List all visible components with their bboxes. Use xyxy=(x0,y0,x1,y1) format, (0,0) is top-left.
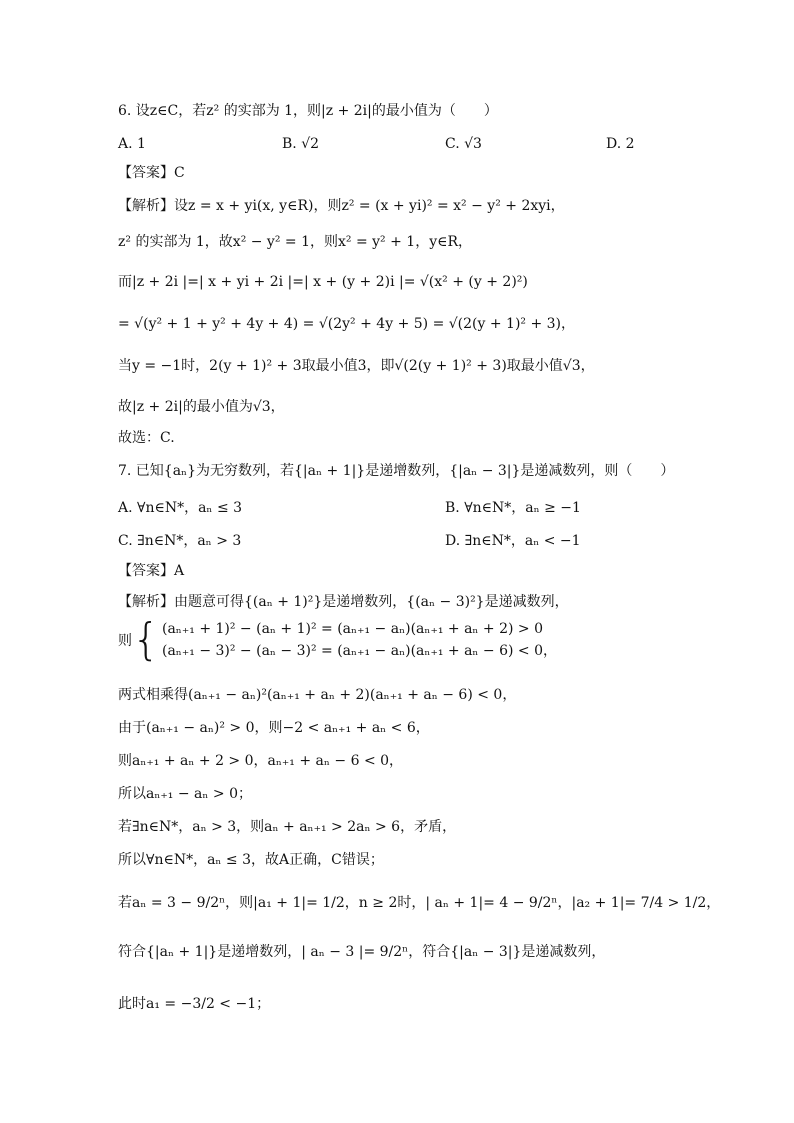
q6-solution-line: z² 的实部为 1，故x² − y² = 1，则x² = y² + 1，y∈R， xyxy=(118,234,473,250)
q7-answer: 【答案】A xyxy=(118,563,185,579)
q6-solution-line: 故|z + 2i|的最小值为√3， xyxy=(118,399,285,415)
q7-system-prefix: 则 xyxy=(118,633,132,649)
q7-solution-line: 则aₙ₊₁ + aₙ + 2 > 0，aₙ₊₁ + aₙ − 6 < 0， xyxy=(118,753,404,769)
q7-solution-intro: 【解析】由题意可得{(aₙ + 1)²}是递增数列，{(aₙ − 3)²}是递减数列， xyxy=(118,594,569,610)
left-brace: { xyxy=(132,614,160,665)
q7-solution-line: 两式相乘得(aₙ₊₁ − aₙ)²(aₙ₊₁ + aₙ + 2)(aₙ₊₁ + aₙ − 6) < 0， xyxy=(118,687,517,703)
q7-solution-line: 所以∀n∈N*，aₙ ≤ 3，故A正确，C错误； xyxy=(118,852,384,868)
q6-option-d: D. 2 xyxy=(606,136,635,152)
q6-solution-line: 而|z + 2i |=| x + yi + 2i |=| x + (y + 2)i |= √(x² + (y + 2)²) xyxy=(118,274,528,290)
q6-option-b: B. √2 xyxy=(282,136,320,152)
q7-stem: 7. 已知{aₙ}为无穷数列，若{|aₙ + 1|}是递增数列，{|aₙ − 3|}是递减数列，则（ ） xyxy=(118,463,675,479)
q7-option-d: D. ∃n∈N*，aₙ < −1 xyxy=(445,533,581,549)
q7-solution-line: 若aₙ = 3 − 9/2ⁿ，则|a₁ + 1|= 1/2，n ≥ 2时，| aₙ + 1|= 4 − 9/2ⁿ，|a₂ + 1|= 7/4 > 1/2， xyxy=(118,895,721,911)
q7-solution-line: 符合{|aₙ + 1|}是递增数列，| aₙ − 3 |= 9/2ⁿ，符合{|aₙ − 3|}是递减数列， xyxy=(118,944,606,960)
q7-option-a: A. ∀n∈N*，aₙ ≤ 3 xyxy=(118,500,243,516)
q6-stem: 6. 设z∈C，若z² 的实部为 1，则|z + 2i|的最小值为（ ） xyxy=(118,103,498,119)
q7-system-lines xyxy=(162,618,557,662)
q7-solution-line: 由于(aₙ₊₁ − aₙ)² > 0，则−2 < aₙ₊₁ + aₙ < 6， xyxy=(118,720,430,736)
q7-system-line: (aₙ₊₁ + 1)² − (aₙ + 1)² = (aₙ₊₁ − aₙ)(aₙ₊₁ + aₙ + 2) > 0 xyxy=(162,621,544,637)
q6-answer: 【答案】C xyxy=(118,165,185,181)
q7-option-b: B. ∀n∈N*，aₙ ≥ −1 xyxy=(445,500,581,516)
q7-option-c: C. ∃n∈N*，aₙ > 3 xyxy=(118,533,242,549)
q6-option-c: C. √3 xyxy=(445,136,482,152)
q7-equation-system xyxy=(118,614,558,665)
q7-solution-line: 若∃n∈N*，aₙ > 3，则aₙ + aₙ₊₁ > 2aₙ > 6，矛盾， xyxy=(118,819,457,835)
q6-solution-line: 故选：C. xyxy=(118,430,175,446)
q6-option-a: A. 1 xyxy=(118,136,146,152)
q7-solution-line: 此时a₁ = −3/2 < −1； xyxy=(118,996,271,1012)
q6-solution-line: 当y = −1时，2(y + 1)² + 3取最小值3，即√(2(y + 1)² + 3)取最小值√3， xyxy=(118,358,595,374)
q6-solution-line: = √(y² + 1 + y² + 4y + 4) = √(2y² + 4y + 5) = √(2(y + 1)² + 3)， xyxy=(118,316,576,332)
q7-system-line: (aₙ₊₁ − 3)² − (aₙ − 3)² = (aₙ₊₁ − aₙ)(aₙ₊₁ + aₙ − 6) < 0， xyxy=(162,643,558,659)
q6-solution-line: 【解析】设z = x + yi(x, y∈R)，则z² = (x + yi)² = x² − y² + 2xyi， xyxy=(118,198,565,214)
q7-solution-line: 所以aₙ₊₁ − aₙ > 0； xyxy=(118,786,252,802)
